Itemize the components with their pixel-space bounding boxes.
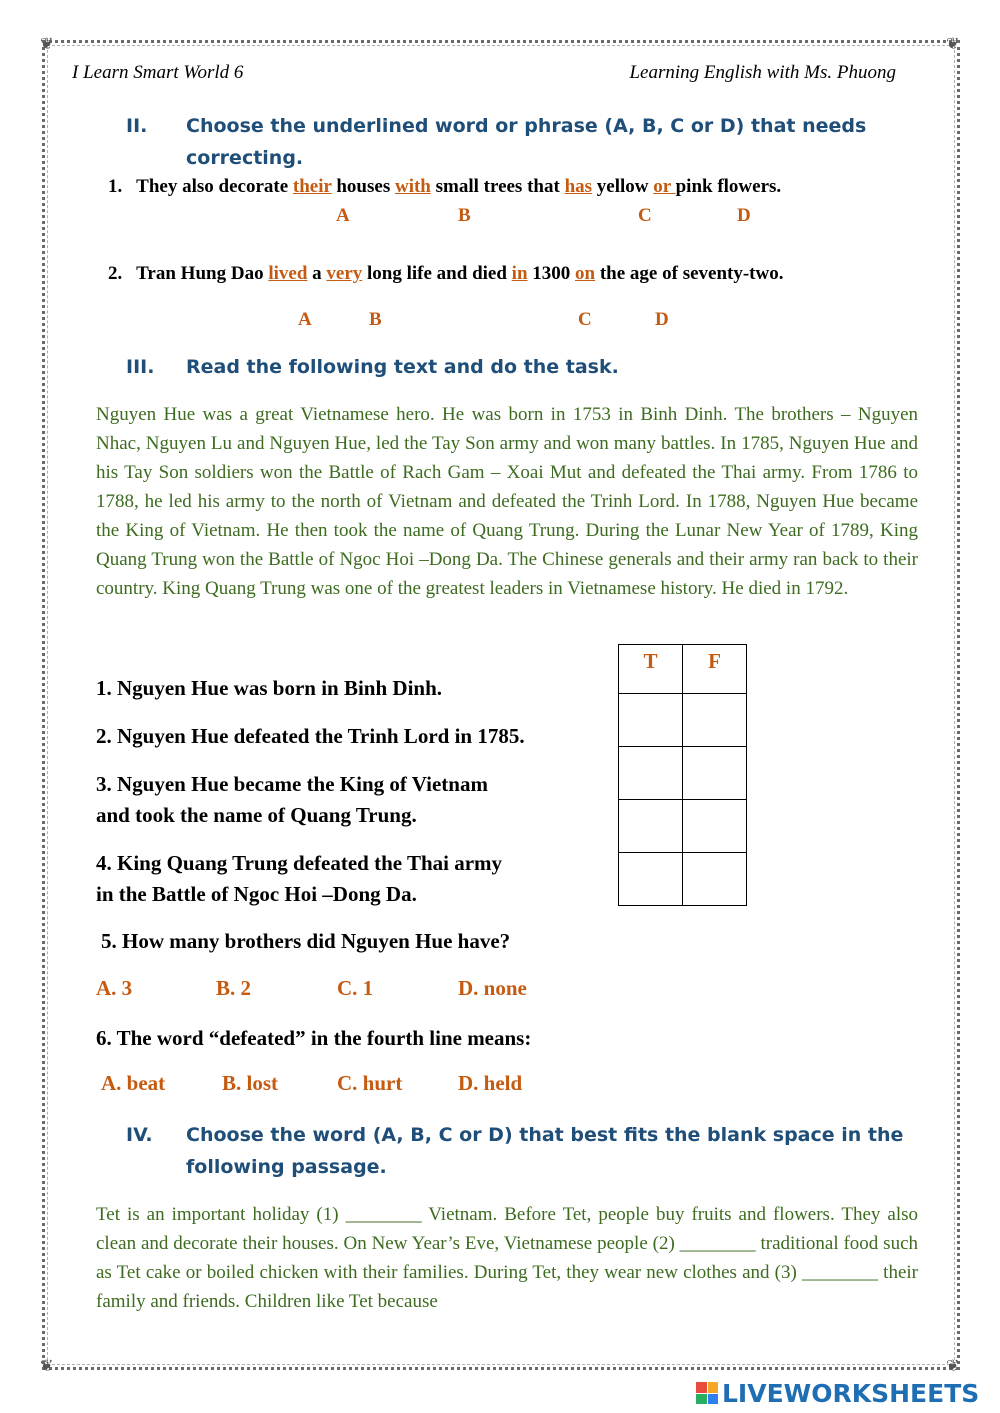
question-2-2 (108, 263, 783, 285)
q6-option-b[interactable]: B. lost (222, 1071, 279, 1095)
q5-option-a[interactable]: A. 3 (96, 976, 133, 1000)
corner-flourish-icon: ❦ (40, 34, 54, 53)
corner-flourish-icon: ❦ (40, 1356, 54, 1375)
option-c-underline: has (564, 176, 593, 197)
section-2-title: Choose the underlined word or phrase (A, B, C or D) that needs correcting. (186, 115, 867, 169)
statement-3 (96, 769, 488, 831)
question-text: 1300 (527, 263, 576, 284)
section-4-number: IV. (126, 1124, 153, 1146)
option-d-underline: or (653, 176, 676, 197)
letter-c: C (578, 309, 592, 330)
question-text: They also decorate (136, 176, 293, 197)
section-3-title: Read the following text and do the task. (186, 356, 619, 378)
question-2-1 (108, 176, 781, 198)
question-number: 1. (108, 176, 123, 197)
letter-b: B (458, 205, 471, 226)
option-d-underline: on (575, 263, 596, 284)
section-4-title: Choose the word (A, B, C or D) that best fits the blank space in the following passage. (186, 1124, 904, 1178)
statement-line: 4. King Quang Trung defeated the Thai army (96, 851, 503, 875)
q5-option-d[interactable]: D. none (458, 976, 527, 1000)
q6-option-c[interactable]: C. hurt (337, 1071, 403, 1095)
question-text: a (307, 263, 327, 284)
section-2-heading (126, 110, 906, 174)
answer-cell-false[interactable] (683, 853, 747, 906)
cloze-passage: Tet is an important holiday (1) ________ Vietnam. Before Tet, people buy fruits and flowers. They also clean and decorate their houses. On New Year’s Eve, Vietnamese people (2) ________ traditional food such as Tet cake or boiled chicken with their families. During Tet, they wear new clothes and (3) ________ their family and friends. Children like Tet because (96, 1204, 918, 1312)
option-b-underline: with (394, 176, 431, 197)
question-number: 2. (108, 263, 123, 284)
answer-cell-true[interactable] (619, 853, 683, 906)
statement-4 (96, 848, 502, 910)
q5-option-b[interactable]: B. 2 (216, 976, 252, 1000)
letter-a: A (336, 205, 350, 226)
answer-cell-true[interactable] (619, 694, 683, 747)
question-6: 6. The word “defeated” in the fourth line means: (96, 1026, 532, 1050)
section-3-number: III. (126, 356, 155, 378)
statement-1: 1. Nguyen Hue was born in Binh Dinh. (96, 676, 443, 700)
answer-cell-false[interactable] (683, 800, 747, 853)
statement-line: 3. Nguyen Hue became the King of Vietnam (96, 772, 488, 796)
reading-passage: Nguyen Hue was a great Vietnamese hero. He was born in 1753 in Binh Dinh. The brothers – Nguyen Nhac, Nguyen Lu and Nguyen Hue, led the Tay Son army and won many battles. In 1785, Nguyen Hue and his Tay Son soldiers won the Battle of Rach Gam – Xoai Mut and defeated the Thai army. From 1786 to 1788, he led his army to the north of Vietnam and defeated the Trinh Lord. In 1788, Nguyen Hue became the King of Vietnam. He then took the name of Quang Trung. During the Lunar New Year of 1789, King Quang Trung won the Battle of Ngoc Hoi –Dong Da. The Chinese generals and their army ran back to their country. King Quang Trung was one of the greatest leaders in Vietnamese history. He died in 1792. (96, 404, 918, 599)
true-false-table (618, 644, 747, 906)
option-a-underline: lived (268, 263, 308, 284)
statement-line: in the Battle of Ngoc Hoi –Dong Da. (96, 882, 417, 906)
header-left-title: I Learn Smart World 6 (72, 62, 244, 83)
question-text: Tran Hung Dao (136, 263, 269, 284)
section-2-number: II. (126, 115, 148, 137)
letter-b: B (369, 309, 382, 330)
answer-cell-false[interactable] (683, 747, 747, 800)
statement-line: and took the name of Quang Trung. (96, 803, 417, 827)
true-column-header: T (619, 645, 683, 694)
section-4-heading (126, 1119, 906, 1183)
liveworksheets-logo-icon (696, 1382, 718, 1404)
q6-option-a[interactable]: A. beat (101, 1071, 166, 1095)
option-c-underline: in (511, 263, 528, 284)
question-5: 5. How many brothers did Nguyen Hue have? (101, 929, 511, 953)
question-text: long life and died (362, 263, 512, 284)
question-text: houses (331, 176, 395, 197)
logo-text: LIVEWORKSHEETS (722, 1378, 980, 1408)
q6-option-d[interactable]: D. held (458, 1071, 523, 1095)
question-text: small trees that (430, 176, 565, 197)
header-right-title: Learning English with Ms. Phuong (629, 62, 896, 83)
liveworksheets-logo[interactable] (696, 1378, 979, 1408)
statement-2: 2. Nguyen Hue defeated the Trinh Lord in 1785. (96, 724, 525, 748)
letter-a: A (298, 309, 312, 330)
letter-d: D (737, 205, 751, 226)
question-text: pink flowers. (675, 176, 782, 197)
option-b-underline: very (326, 263, 363, 284)
question-text: the age of seventy-two. (595, 263, 784, 284)
option-a-underline: their (292, 176, 332, 197)
letter-d: D (655, 309, 669, 330)
letter-c: C (638, 205, 652, 226)
question-text: yellow (592, 176, 654, 197)
answer-cell-true[interactable] (619, 747, 683, 800)
section-3-heading (126, 351, 906, 383)
false-column-header: F (683, 645, 747, 694)
answer-cell-true[interactable] (619, 800, 683, 853)
corner-flourish-icon: ❦ (946, 34, 960, 53)
corner-flourish-icon: ❦ (946, 1356, 960, 1375)
q5-option-c[interactable]: C. 1 (337, 976, 374, 1000)
answer-cell-false[interactable] (683, 694, 747, 747)
